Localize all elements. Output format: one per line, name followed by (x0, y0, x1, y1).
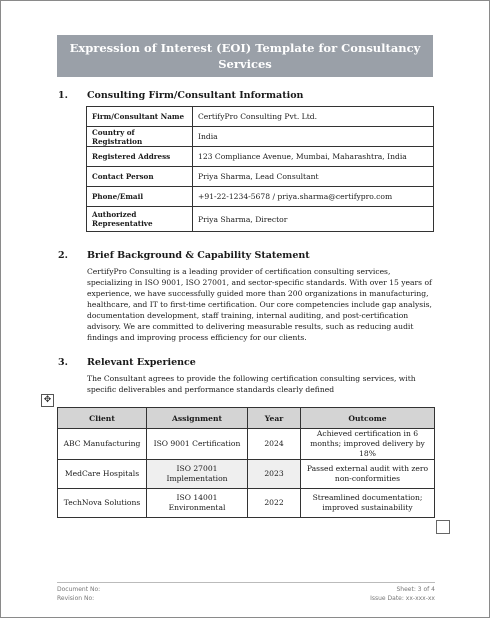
section-1-title: Consulting Firm/Consultant Information (87, 90, 304, 101)
table-row (87, 147, 434, 167)
background-paragraph[interactable]: CertifyPro Consulting is a leading provider of certification consulting services, specializing in ISO 9001, ISO 27001, and sector-specific standards. With over 15 years of experience, we have successfully guided more than 200 organizations in manufacturing, healthcare, and IT to first-time certification. Our core competencies include gap analysis, documentation development, staff training, internal auditing, and post-certification advisory. We are committed to delivering measurable results, such as reducing audit findings and improving process efficiency for our clients. (87, 267, 432, 342)
document-title: Expression of Interest (EOI) Template for Consultancy Services (57, 35, 433, 77)
country-value[interactable]: India (193, 127, 434, 147)
cell-year[interactable]: 2022 (248, 489, 301, 518)
footer-revision-no: Revision No: (57, 595, 95, 602)
footer-divider (57, 582, 435, 583)
experience-intro[interactable]: The Consultant agrees to provide the following certification consulting services, with specific deliverables and performance standards clearly defined (87, 374, 416, 394)
table-row (58, 429, 435, 460)
header-assignment: Assignment (147, 408, 248, 429)
country-label: Country of Registration (87, 127, 193, 147)
firm-info-table (86, 106, 434, 232)
cell-outcome[interactable]: Passed external audit with zero non-conformities (301, 460, 435, 489)
cell-client[interactable]: ABC Manufacturing (58, 429, 147, 460)
section-2-number: 2. (58, 250, 68, 261)
representative-value[interactable]: Priya Sharma, Director (193, 207, 434, 232)
table-header-row (58, 408, 435, 429)
move-arrows-icon[interactable]: ✥ (41, 394, 54, 407)
address-value[interactable]: 123 Compliance Avenue, Mumbai, Maharashtra, India (193, 147, 434, 167)
representative-label: Authorized Representative (87, 207, 193, 232)
header-outcome: Outcome (301, 408, 435, 429)
header-year: Year (248, 408, 301, 429)
phone-email-value[interactable]: +91-22-1234-5678 / priya.sharma@certifypro.com (193, 187, 434, 207)
address-label: Registered Address (87, 147, 193, 167)
phone-email-label: Phone/Email (87, 187, 193, 207)
cell-assignment[interactable]: ISO 14001 Environmental (147, 489, 248, 518)
contact-label: Contact Person (87, 167, 193, 187)
section-1-number: 1. (58, 90, 68, 101)
table-row (87, 107, 434, 127)
table-row (87, 167, 434, 187)
cell-client[interactable]: TechNova Solutions (58, 489, 147, 518)
firm-name-label: Firm/Consultant Name (87, 107, 193, 127)
section-3-number: 3. (58, 357, 68, 368)
cell-assignment[interactable]: ISO 27001 Implementation (147, 460, 248, 489)
table-row (87, 127, 434, 147)
table-row (87, 207, 434, 232)
cell-year[interactable]: 2024 (248, 429, 301, 460)
cell-year[interactable]: 2023 (248, 460, 301, 489)
contact-value[interactable]: Priya Sharma, Lead Consultant (193, 167, 434, 187)
experience-table (57, 407, 435, 518)
cell-assignment[interactable]: ISO 9001 Certification (147, 429, 248, 460)
table-resize-handle[interactable] (436, 520, 450, 534)
table-row (87, 187, 434, 207)
footer-issue-date: Issue Date: xx-xxx-xx (370, 595, 435, 602)
cell-client[interactable]: MedCare Hospitals (58, 460, 147, 489)
table-row (58, 460, 435, 489)
table-row (58, 489, 435, 518)
firm-name-value[interactable]: CertifyPro Consulting Pvt. Ltd. (193, 107, 434, 127)
footer-sheet: Sheet: 3 of 4 (396, 586, 435, 593)
header-client: Client (58, 408, 147, 429)
cell-outcome[interactable]: Streamlined documentation; improved sustainability (301, 489, 435, 518)
section-3-title: Relevant Experience (87, 357, 196, 368)
cell-outcome[interactable]: Achieved certification in 6 months; improved delivery by 18% (301, 429, 435, 460)
footer-document-no: Document No: (57, 586, 101, 593)
section-2-title: Brief Background & Capability Statement (87, 250, 310, 261)
